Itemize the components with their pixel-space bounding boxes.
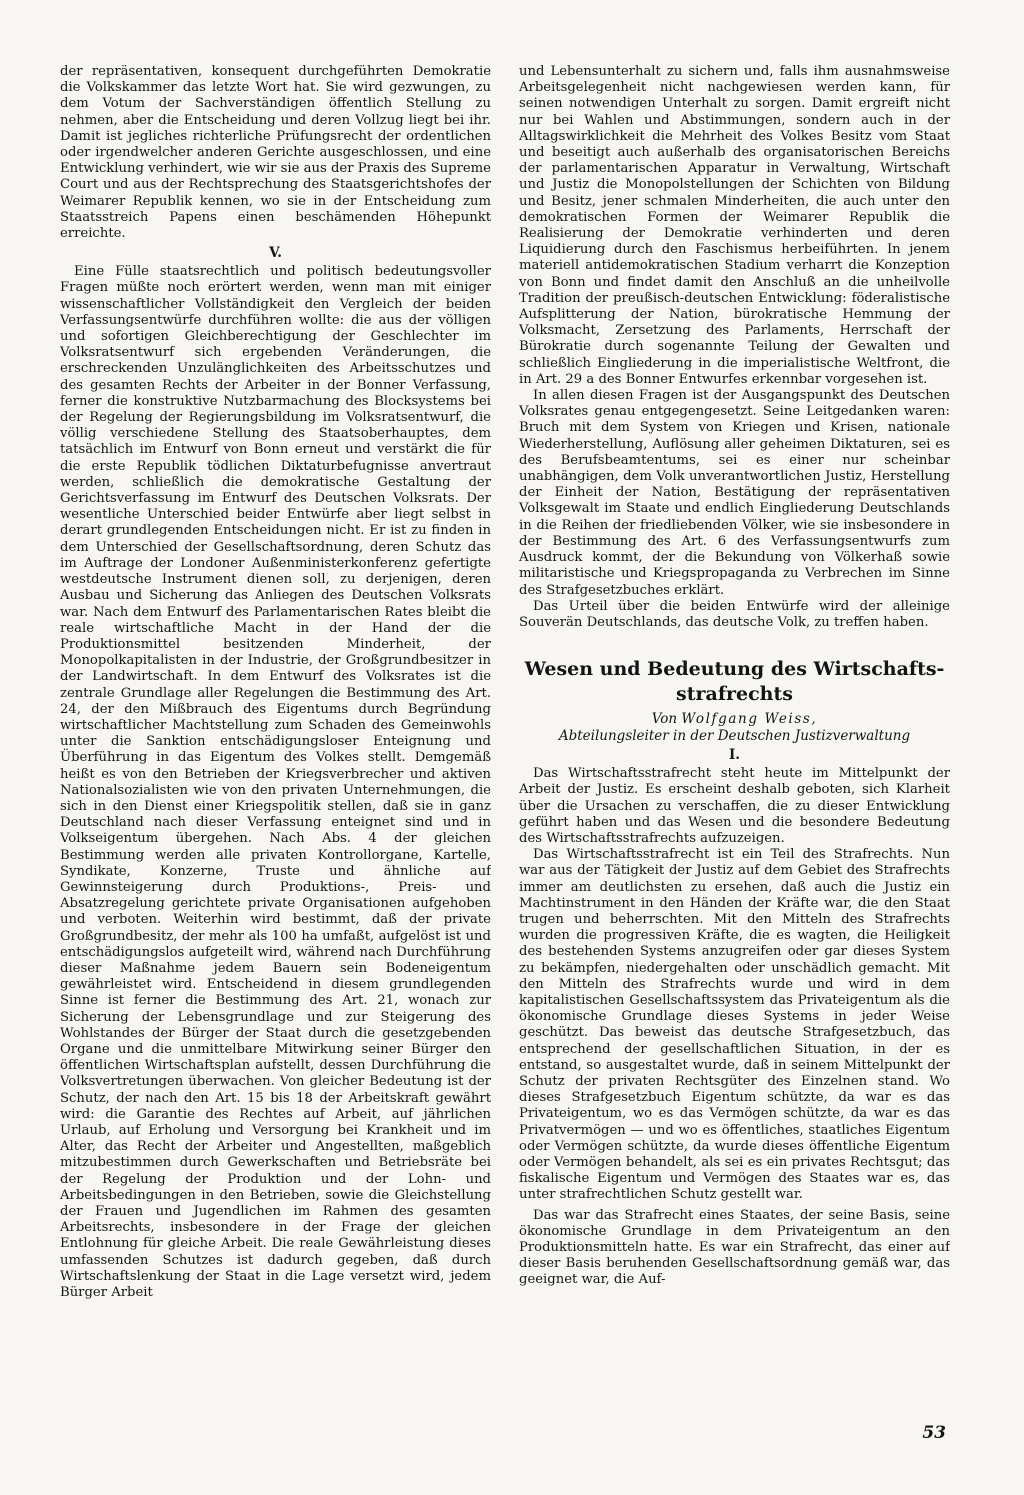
article-title-line-2: strafrechts — [676, 683, 793, 706]
byline-author: Wolfgang Weiss, — [681, 711, 818, 728]
page-number: 53 — [922, 1423, 946, 1443]
right-paragraph-1: und Lebensunterhalt zu sichern und, falls ihm ausnahmsweise Arbeitsgelegenheit nicht nachgewiesen werden kann, für seinen notwendigen Unterhalt zu sorgen. Damit ergreift nicht nur bei Wahlen und Abstimmungen, sondern auch in der Alltagswirklichkeit die Mehrheit des Volkes Besitz vom Staat und beseitigt auch außerhalb des organisatorischen Bereichs der parlamentarischen Apparatur in Verwaltung, Wirtschaft und Justiz die Monopolstellungen der Schichten von Bildung und Besitz, jener schmalen Minderheiten, die auch unter den demokratischen Formen der Weimarer Republik die Realisierung der Demokratie verhinderten und deren Liquidierung durch den Faschismus herbeiführten. In jenem materiell antidemokratischen Stadium verharrt die Konzeption von Bonn und findet damit den Anschluß an die unheilvolle Tradition der preußisch-deutschen Entwicklung: föderalistische Aufsplitterung der Nation, bürokratische Hemmung der Volksmacht, Zersetzung des Parlaments, Herrschaft der Bürokratie durch sogenannte Teilung der Gewalten und schließlich Eingliederung in die imperialistische Weltfront, die in Art. 29 a des Bonner Entwurfes erkennbar vorgesehen ist. — [519, 64, 950, 387]
left-column — [60, 64, 491, 1444]
byline — [519, 711, 950, 744]
left-paragraph-2: Eine Fülle staatsrechtlich und politisch bedeutungsvoller Fragen müßte noch erörtert werden, wenn man mit einiger wissenschaftlicher Vollständigkeit den Vergleich der beiden Verfassungsentwürfe durchführen wollte: die aus der völligen und sofortigen Gleichberechtigung der Geschlechter im Volksratsentwurf sich ergebenden Veränderungen, die erschreckenden Unzulänglichkeiten des Arbeitsschutzes und des gesamten Rechts der Arbeiter in der Bonner Verfassung, ferner die konstruktive Nutzbarmachung des Blocksystems bei der Regelung der Regierungsbildung im Volksratsentwurf, die völlig verschiedene Stellung des Staatsoberhauptes, dem tatsächlich im Entwurf von Bonn erneut und verstärkt die für die erste Republik tödlichen Diktaturbefugnisse anvertraut werden, schließlich die demokratische Gestaltung der Gerichtsverfassung im Entwurf des Deutschen Volksrats. Der wesentliche Unterschied beider Entwürfe aber liegt selbst in derart grundlegenden Entscheidungen nicht. Er ist zu finden in dem Unterschied der Gesellschaftsordnung, deren Schutz das im Auftrage der Londoner Außenministerkonferenz gefertigte westdeutsche Instrument dienen soll, zu derjenigen, deren Ausbau und Sicherung das Anliegen des Deutschen Volksrats war. Nach dem Entwurf des Parlamentarischen Rates bleibt die reale wirtschaftliche Macht in der Hand der die Produktionsmittel besitzenden Minderheit, der Monopolkapitalisten in der Industrie, der Großgrundbesitzer in der Landwirtschaft. In dem Entwurf des Volksrates ist die zentrale Grundlage aller Regelungen die Bestimmung des Art. 24, der den Mißbrauch des Eigentums durch Begründung wirtschaftlicher Machtstellung zum Schaden des Gemeinwohls unter die Sanktion entschädigungsloser Enteignung und Überführung in das Eigentum des Volkes stellt. Demgemäß heißt es von den Betrieben der Kriegsverbrecher und aktiven Nationalsozialisten wie von den privaten Unternehmungen, die sich in den Dienst einer Kriegspolitik stellen, daß sie in ganz Deutschland nach dieser Verfassung enteignet sind und in Volkseigentum übergehen. Nach Abs. 4 der gleichen Bestimmung werden alle privaten Kontrollorgane, Kartelle, Syndikate, Konzerne, Truste und ähnliche auf Gewinnsteigerung durch Produktions-, Preis- und Absatzregelung gerichtete private Organisationen aufgehoben und verboten. Weiterhin wird bestimmt, daß der private Großgrundbesitz, der mehr als 100 ha umfaßt, aufgelöst ist und entschädigungslos aufgeteilt wird, während nach Durchführung dieser Maßnahme jedem Bauern sein Bodeneigentum gewährleistet wird. Entscheidend in diesem grundlegenden Sinne ist ferner die Bestimmung des Art. 21, wonach zur Sicherung der Lebensgrundlage und zur Steigerung des Wohlstandes der Bürger der Staat durch die gesetzgebenden Organe und die unmittelbare Mitwirkung seiner Bürger den öffentlichen Wirtschaftsplan aufstellt, dessen Durchführung die Volksvertretungen überwachen. Von gleicher Bedeutung ist der Schutz, der nach den Art. 15 bis 18 der Arbeitskraft gewährt wird: die Garantie des Rechtes auf Arbeit, auf jährlichen Urlaub, auf Erholung und Versorgung bei Krankheit und im Alter, das Recht der Arbeiter und Angestellten, maßgeblich mitzubestimmen durch Gewerkschaften und Betriebsräte bei der Regelung der Produktion und der Lohn- und Arbeitsbedingungen in den Betrieben, sowie die Gleichstellung der Frauen und Jugendlichen im Rahmen des gesamten Arbeitsrechts, insbesondere in der Frage der gleichen Entlohnung für gleiche Arbeit. Die reale Gewährleistung dieses umfassenden Schutzes ist dadurch gegeben, daß durch Wirtschaftslenkung der Staat in die Lage versetzt wird, jedem Bürger Arbeit — [60, 264, 491, 1301]
byline-position: Abteilungsleiter in der Deutschen Justizverwaltung — [558, 727, 911, 744]
left-paragraph-1: der repräsentativen, konsequent durchgeführten Demokratie die Volkskammer das letzte Wort hat. Sie wird gezwungen, zu dem Votum der Sachverständigen öffentlich Stellung zu nehmen, aber die Entscheidung und deren Vollzug liegt bei ihr. Damit ist jegliches richterliche Prüfungsrecht der ordentlichen oder irgendwelcher anderen Gerichte ausgeschlossen, und eine Entwicklung verhindert, wie wir sie aus der Praxis des Supreme Court und aus der Rechtsprechung des Staatsgerichtshofes der Weimarer Republik kennen, wo sie in der Entscheidung zum Staatsstreich Papens einen beschämenden Höhepunkt erreichte. — [60, 64, 491, 242]
newspaper-page — [60, 64, 950, 1444]
section-number-v: V. — [269, 245, 282, 262]
byline-prefix: Von — [651, 711, 678, 728]
right-paragraph-2: In allen diesen Fragen ist der Ausgangspunkt des Deutschen Volksrates genau entgegengesetzt. Seine Leitgedanken waren: Bruch mit dem System von Kriegen und Krisen, nationale Wiederherstellung, Auflösung aller geheimen Diktaturen, sei es des Berufsbeamtentums, sei es einer nur scheinbar unabhängigen, dem Volk unverantwortlichen Justiz, Herstellung der Einheit der Nation, Bestätigung der repräsentativen Volksgewalt im Staate und endlich Eingliederung Deutschlands in die Reihen der friedliebenden Völker, wie sie insbesondere in der Bestimmung des Art. 6 des Verfassungsentwurfs zum Ausdruck kommt, der die Bekundung von Völkerhaß sowie militaristische und Kriegspropaganda zu Verbrechen im Sinne des Strafgesetzbuches erklärt. — [519, 388, 950, 598]
article-title — [519, 657, 950, 707]
section-number-i: I. — [728, 747, 740, 764]
right-column — [519, 64, 950, 1444]
right-paragraph-5: Das Wirtschaftsstrafrecht ist ein Teil des Strafrechts. Nun war aus der Tätigkeit der Justiz auf dem Gebiet des Strafrechts immer am deutlichsten zu ersehen, daß auch die Justiz ein Machtinstrument in den Händen der Kräfte war, die den Staat trugen und beherrschten. Mit den Mitteln des Strafrechts wurden die progressiven Kräfte, die es wagten, die Heiligkeit des bestehenden Systems anzugreifen oder gar dieses System zu bekämpfen, niedergehalten oder unschädlich gemacht. Mit den Mitteln des Strafrechts wurde und wird in dem kapitalistischen Gesellschaftssystem das Privateigentum als die ökonomische Grundlage dieses Systems in jeder Weise geschützt. Das beweist das deutsche Strafgesetzbuch, das entsprechend der gesellschaftlichen Situation, in der es entstand, so ausgestaltet wurde, daß in seinem Mittelpunkt der Schutz der privaten Rechtsgüter des Einzelnen stand. Wo dieses Strafgesetzbuch Eigentum schützte, da war es das Privateigentum, wo es das Vermögen schützte, da war es das Privatvermögen — und wo es öffentliches, staatliches Eigentum oder Vermögen schützte, da wurde dieses öffentliche Eigentum oder Vermögen behandelt, als sei es ein privates Rechtsgut; das fiskalische Eigentum und Vermögen des Staates war es, das unter strafrechtlichen Schutz gestellt war. — [519, 847, 950, 1203]
article-title-line-1: Wesen und Bedeutung des Wirtschafts- — [524, 658, 945, 681]
right-paragraph-6: Das war das Strafrecht eines Staates, der seine Basis, seine ökonomische Grundlage in dem Privateigentum an den Produktionsmitteln hatte. Es war ein Strafrecht, das einer auf dieser Basis beruhenden Gesellschaftsordnung gemäß war, das geeignet war, die Auf- — [519, 1207, 950, 1288]
right-paragraph-3: Das Urteil über die beiden Entwürfe wird der alleinige Souverän Deutschlands, das deutsche Volk, zu treffen haben. — [519, 598, 950, 630]
right-paragraph-4: Das Wirtschaftsstrafrecht steht heute im Mittelpunkt der Arbeit der Justiz. Es erscheint deshalb geboten, sich Klarheit über die Ursachen zu verschaffen, die zu dieser Entwicklung geführt haben und das Wesen und die besondere Bedeutung des Wirtschaftsstrafrechts aufzuzeigen. — [519, 766, 950, 846]
